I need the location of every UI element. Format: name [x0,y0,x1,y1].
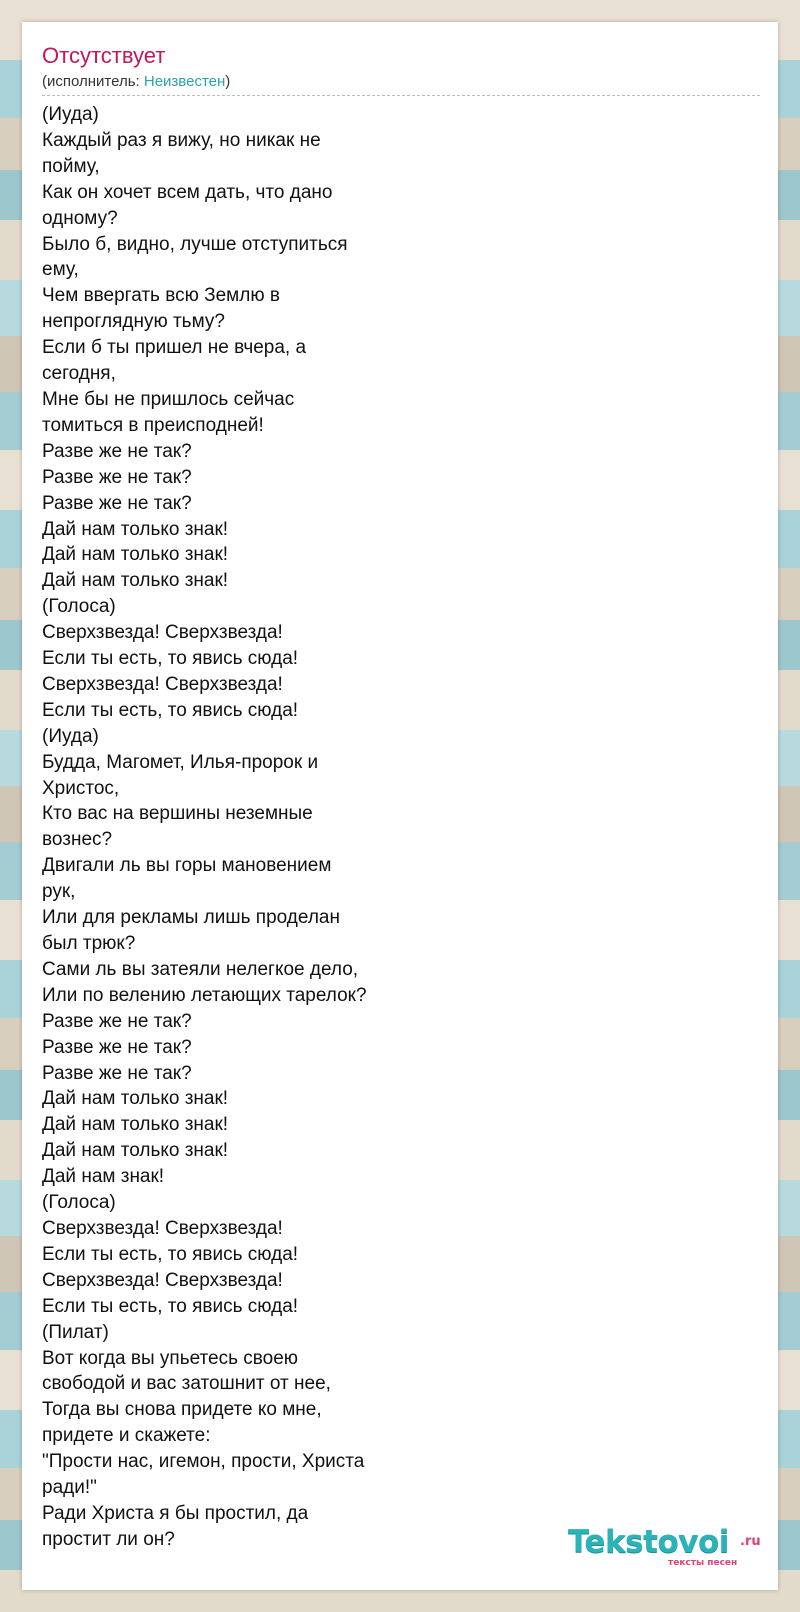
lyric-line: Если ты есть, то явись сюда! [42,1243,299,1265]
lyric-line: (Пилат) [42,1321,109,1343]
lyric-line: Дай нам только знак! [42,544,229,566]
lyric-line: рук, [42,881,76,903]
lyric-line: ради!" [42,1477,97,1499]
lyric-line: Кто вас на вершины неземные [42,803,313,825]
lyric-line: Мне бы не пришлось сейчас [42,388,295,410]
lyric-line: Двигали ль вы горы мановением [42,855,332,877]
lyric-line: одному? [42,207,118,229]
lyric-line: Сверхзвезда! Сверхзвезда! [42,1269,283,1291]
lyric-line: Как он хочет всем дать, что дано [42,181,333,203]
lyric-line: пойму, [42,155,100,177]
lyric-line: Если б ты пришел не вчера, а [42,337,307,359]
lyric-line: Дай нам только знак! [42,570,229,592]
lyric-line: Дай нам только знак! [42,1114,229,1136]
lyric-line: свободой и вас затошнит от нее, [42,1373,331,1395]
lyrics-card [22,22,778,1590]
lyric-line: Разве же не так? [42,1062,192,1084]
lyric-line: Если ты есть, то явись сюда! [42,1295,299,1317]
lyric-line: придете и скажете: [42,1425,211,1447]
lyric-line: сегодня, [42,363,116,385]
lyric-line: Вот когда вы упьетесь своею [42,1347,299,1369]
lyric-line: "Прости нас, игемон, прости, Христа [42,1451,365,1473]
artist-suffix: ) [225,73,231,90]
lyric-line: (Голоса) [42,596,116,618]
header-divider [42,95,760,96]
lyric-line: Если ты есть, то явись сюда! [42,648,299,670]
lyric-line: Разве же не так? [42,1036,192,1058]
lyric-line: Сами ль вы затеяли нелегкое дело, [42,958,359,980]
lyric-line: Ради Христа я бы простил, да [42,1502,309,1524]
artist-prefix: (исполнитель: [42,73,144,90]
lyric-line: Дай нам только знак! [42,1088,229,1110]
lyric-line: Сверхзвезда! Сверхзвезда! [42,673,283,695]
lyric-line: Или для рекламы лишь проделан [42,907,340,929]
logo-wordmark: Tekstovoi [568,1524,729,1560]
lyric-line: непроглядную тьму? [42,311,225,333]
logo-tagline: тексты песен [668,1558,738,1568]
lyric-line: простит ли он? [42,1528,175,1550]
lyric-line: Если ты есть, то явись сюда! [42,699,299,721]
lyric-line: Сверхзвезда! Сверхзвезда! [42,1217,283,1239]
lyric-line: Христос, [42,777,120,799]
lyric-line: Или по велению летающих тарелок? [42,984,367,1006]
lyric-line: Разве же не так? [42,492,192,514]
lyric-line: Разве же не так? [42,1010,192,1032]
lyric-line: вознес? [42,829,113,851]
song-title: Отсутствует [42,43,166,68]
lyrics-text [42,102,367,1553]
lyric-line: (Иуда) [42,104,99,125]
lyric-line: был трюк? [42,933,136,954]
artist-line [42,72,230,92]
lyric-line: ему, [42,259,79,281]
lyric-line: (Иуда) [42,725,99,747]
lyric-line: томиться в преисподней! [42,414,264,436]
lyric-line: Дай нам только знак! [42,518,229,540]
lyric-line: Сверхзвезда! Сверхзвезда! [42,622,283,644]
lyric-line: Тогда вы снова придете ко мне, [42,1399,322,1421]
lyric-line: (Голоса) [42,1192,116,1214]
logo-domain-suffix: .ru [740,1534,761,1549]
artist-link[interactable]: Неизвестен [143,73,226,90]
lyric-line: Разве же не так? [42,466,192,488]
lyric-line: Было б, видно, лучше отступиться [42,233,348,255]
lyric-line: Будда, Магомет, Илья-пророк и [42,751,319,773]
lyric-line: Чем ввергать всю Землю в [42,285,280,307]
lyric-line: Дай нам только знак! [42,1140,229,1162]
lyric-line: Разве же не так? [42,440,192,462]
lyric-line: Дай нам знак! [42,1166,165,1188]
site-logo[interactable] [568,1524,768,1574]
lyric-line: Каждый раз я вижу, но никак не [42,129,321,151]
